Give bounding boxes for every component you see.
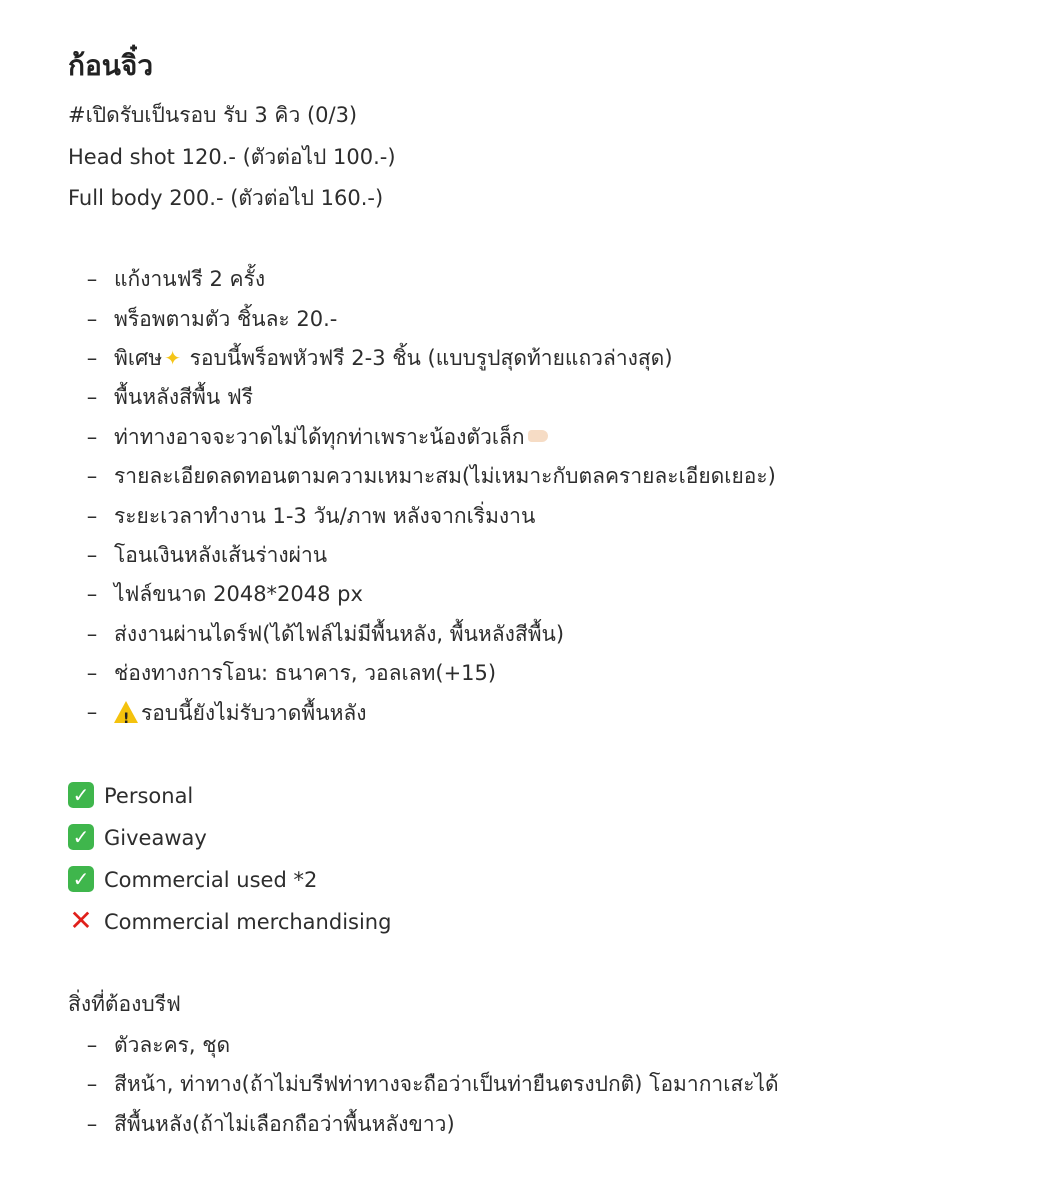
list-item-text: ไฟล์ขนาด 2048*2048 px	[114, 582, 363, 606]
dash-bullet: –	[86, 346, 98, 370]
list-item-text: ช่องทางการโอน: ธนาคาร, วอลเลท(+15)	[114, 661, 497, 685]
dash-bullet: –	[86, 464, 98, 488]
dash-bullet: –	[86, 385, 98, 409]
dash-bullet: –	[86, 700, 98, 724]
list-item-text-part: พิเศษ	[114, 346, 163, 370]
list-item-text: สีพื้นหลัง(ถ้าไม่เลือกถือว่าพื้นหลังขาว)	[114, 1112, 455, 1136]
list-item-text-part: ท่าทางอาจจะวาดไม่ได้ทุกท่าเพราะน้องตัวเล็ก	[114, 425, 525, 449]
dash-bullet: –	[86, 543, 98, 567]
list-item-text: พื้นหลังสีพื้น ฟรี	[114, 385, 254, 409]
dash-bullet: –	[86, 1072, 98, 1096]
usage-label: Personal	[104, 784, 194, 808]
list-item-text: พร็อพตามตัว ชิ้นละ 20.-	[114, 307, 338, 331]
intro-line-headshot-price: Head shot 120.- (ตัวต่อไป 100.-)	[68, 145, 396, 169]
dash-bullet: –	[86, 504, 98, 528]
usage-item-commercial-used	[68, 866, 317, 894]
dash-bullet: –	[86, 1112, 98, 1136]
list-item-text: รายละเอียดลดทอนตามความเหมาะสม(ไม่เหมาะกับตลครายละเอียดเยอะ)	[114, 464, 776, 488]
intro-line-fullbody-price: Full body 200.- (ตัวต่อไป 160.-)	[68, 186, 384, 210]
sparkles-icon: ✦	[164, 346, 181, 370]
list-item-text: แก้งานฟรี 2 ครั้ง	[114, 267, 266, 291]
list-item-text: ส่งงานผ่านไดร์ฟ(ได้ไฟล์ไม่มีพื้นหลัง, พื้นหลังสีพื้น)	[114, 622, 565, 646]
check-mark-icon: ✓	[68, 782, 94, 808]
usage-item-personal	[68, 782, 193, 810]
check-mark-icon: ✓	[68, 866, 94, 892]
warning-icon	[114, 701, 138, 723]
list-item-text	[114, 423, 548, 451]
dash-bullet: –	[86, 661, 98, 685]
page-title: ก้อนจิ๋ว	[68, 49, 154, 82]
dash-bullet: –	[86, 1033, 98, 1057]
dash-bullet: –	[86, 582, 98, 606]
pinching-hand-icon	[528, 430, 548, 442]
cross-mark-icon: ✕	[69, 904, 93, 937]
brief-heading: สิ่งที่ต้องบรีฟ	[68, 992, 181, 1016]
list-item-text: ตัวละคร, ชุด	[114, 1033, 231, 1057]
list-item-text	[114, 344, 673, 372]
dash-bullet: –	[86, 307, 98, 331]
usage-item-commercial-merchandising	[68, 904, 392, 937]
dash-bullet: –	[86, 267, 98, 291]
intro-line-queue: #เปิดรับเป็นรอบ รับ 3 คิว (0/3)	[68, 103, 358, 127]
usage-label: Giveaway	[104, 826, 207, 850]
list-item-text-part: รอบนี้พร็อพหัวฟรี 2-3 ชิ้น (แบบรูปสุดท้ายแถวล่างสุด)	[182, 346, 673, 370]
usage-label: Commercial used *2	[104, 868, 318, 892]
list-item-text-part: รอบนี้ยังไม่รับวาดพื้นหลัง	[141, 701, 367, 725]
list-item-text: โอนเงินหลังเส้นร่างผ่าน	[114, 543, 328, 567]
list-item-text: สีหน้า, ท่าทาง(ถ้าไม่บรีฟท่าทางจะถือว่าเป็นท่ายืนตรงปกติ) โอมากาเสะได้	[114, 1072, 779, 1096]
list-item-text	[114, 698, 367, 727]
dash-bullet: –	[86, 622, 98, 646]
usage-label: Commercial merchandising	[104, 910, 392, 934]
check-mark-icon: ✓	[68, 824, 94, 850]
usage-item-giveaway	[68, 824, 207, 852]
dash-bullet: –	[86, 425, 98, 449]
list-item-text: ระยะเวลาทำงาน 1-3 วัน/ภาพ หลังจากเริ่มงาน	[114, 504, 536, 528]
